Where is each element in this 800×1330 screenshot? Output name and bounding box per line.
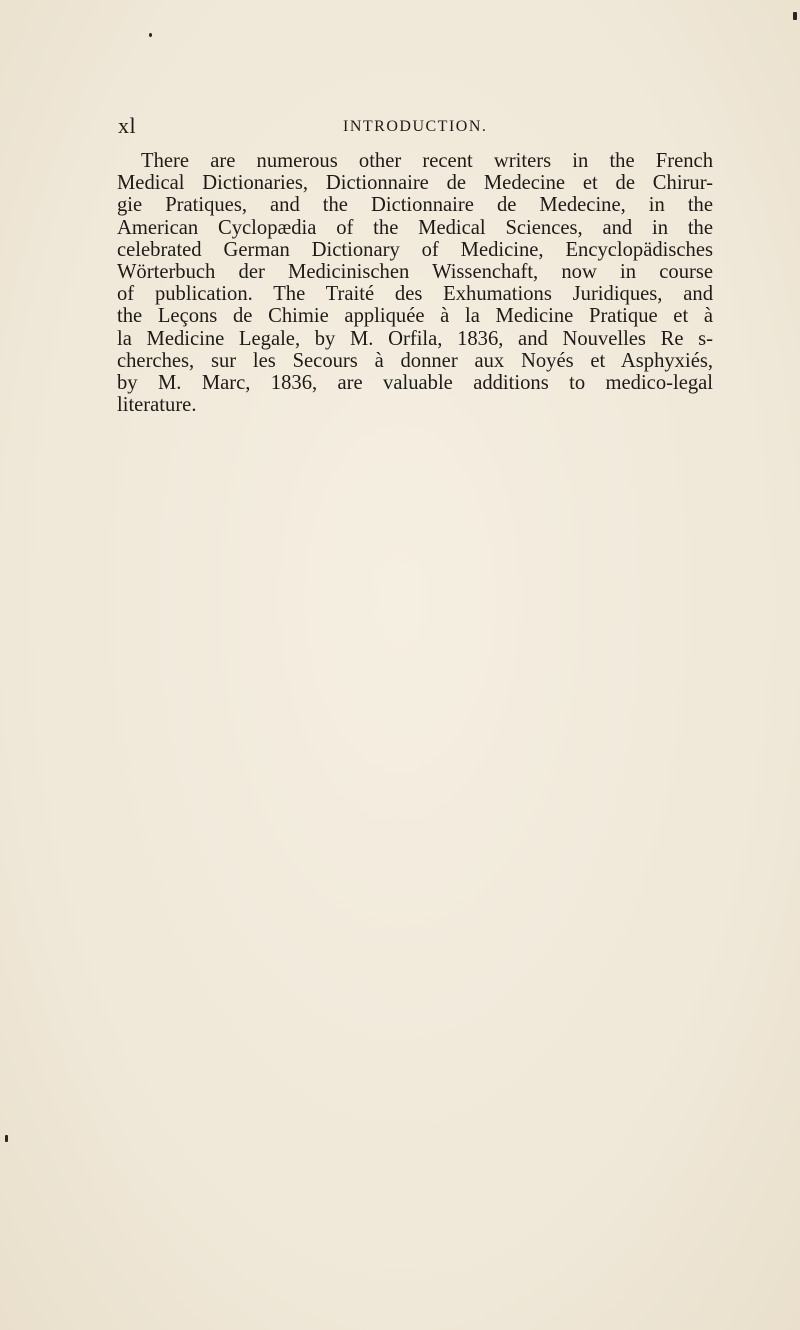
text-line: la Medicine Legale, by M. Orfila, 1836, and Nouvelles Re s- (117, 327, 713, 350)
text-line: Wörterbuch der Medicinischen Wissenchaft, now in course (117, 261, 713, 284)
text-line: American Cyclopædia of the Medical Sciences, and in the (117, 216, 713, 239)
page-header (118, 114, 698, 138)
text-line: of publication. The Traité des Exhumations Juridiques, and (117, 283, 713, 306)
text-line: celebrated German Dictionary of Medicine, Encyclopädisches (117, 238, 713, 261)
ink-speck (793, 12, 797, 20)
text-line: by M. Marc, 1836, are valuable additions to medico-legal (117, 372, 713, 395)
ink-speck (149, 33, 152, 37)
text-line: the Leçons de Chimie appliquée à la Medicine Pratique et à (117, 305, 713, 328)
running-head: INTRODUCTION. (343, 118, 488, 135)
text-line: Medical Dictionaries, Dictionnaire de Medecine et de Chirur- (117, 172, 713, 195)
text-line: cherches, sur les Secours à donner aux Noyés et Asphyxiés, (117, 349, 713, 372)
text-line: gie Pratiques, and the Dictionnaire de Medecine, in the (117, 194, 713, 217)
text-line: There are numerous other recent writers in the French (141, 150, 713, 172)
text-line: literature. (117, 394, 197, 417)
body-paragraph (117, 150, 713, 416)
ink-speck (5, 1135, 8, 1142)
page-number: xl (118, 113, 137, 138)
